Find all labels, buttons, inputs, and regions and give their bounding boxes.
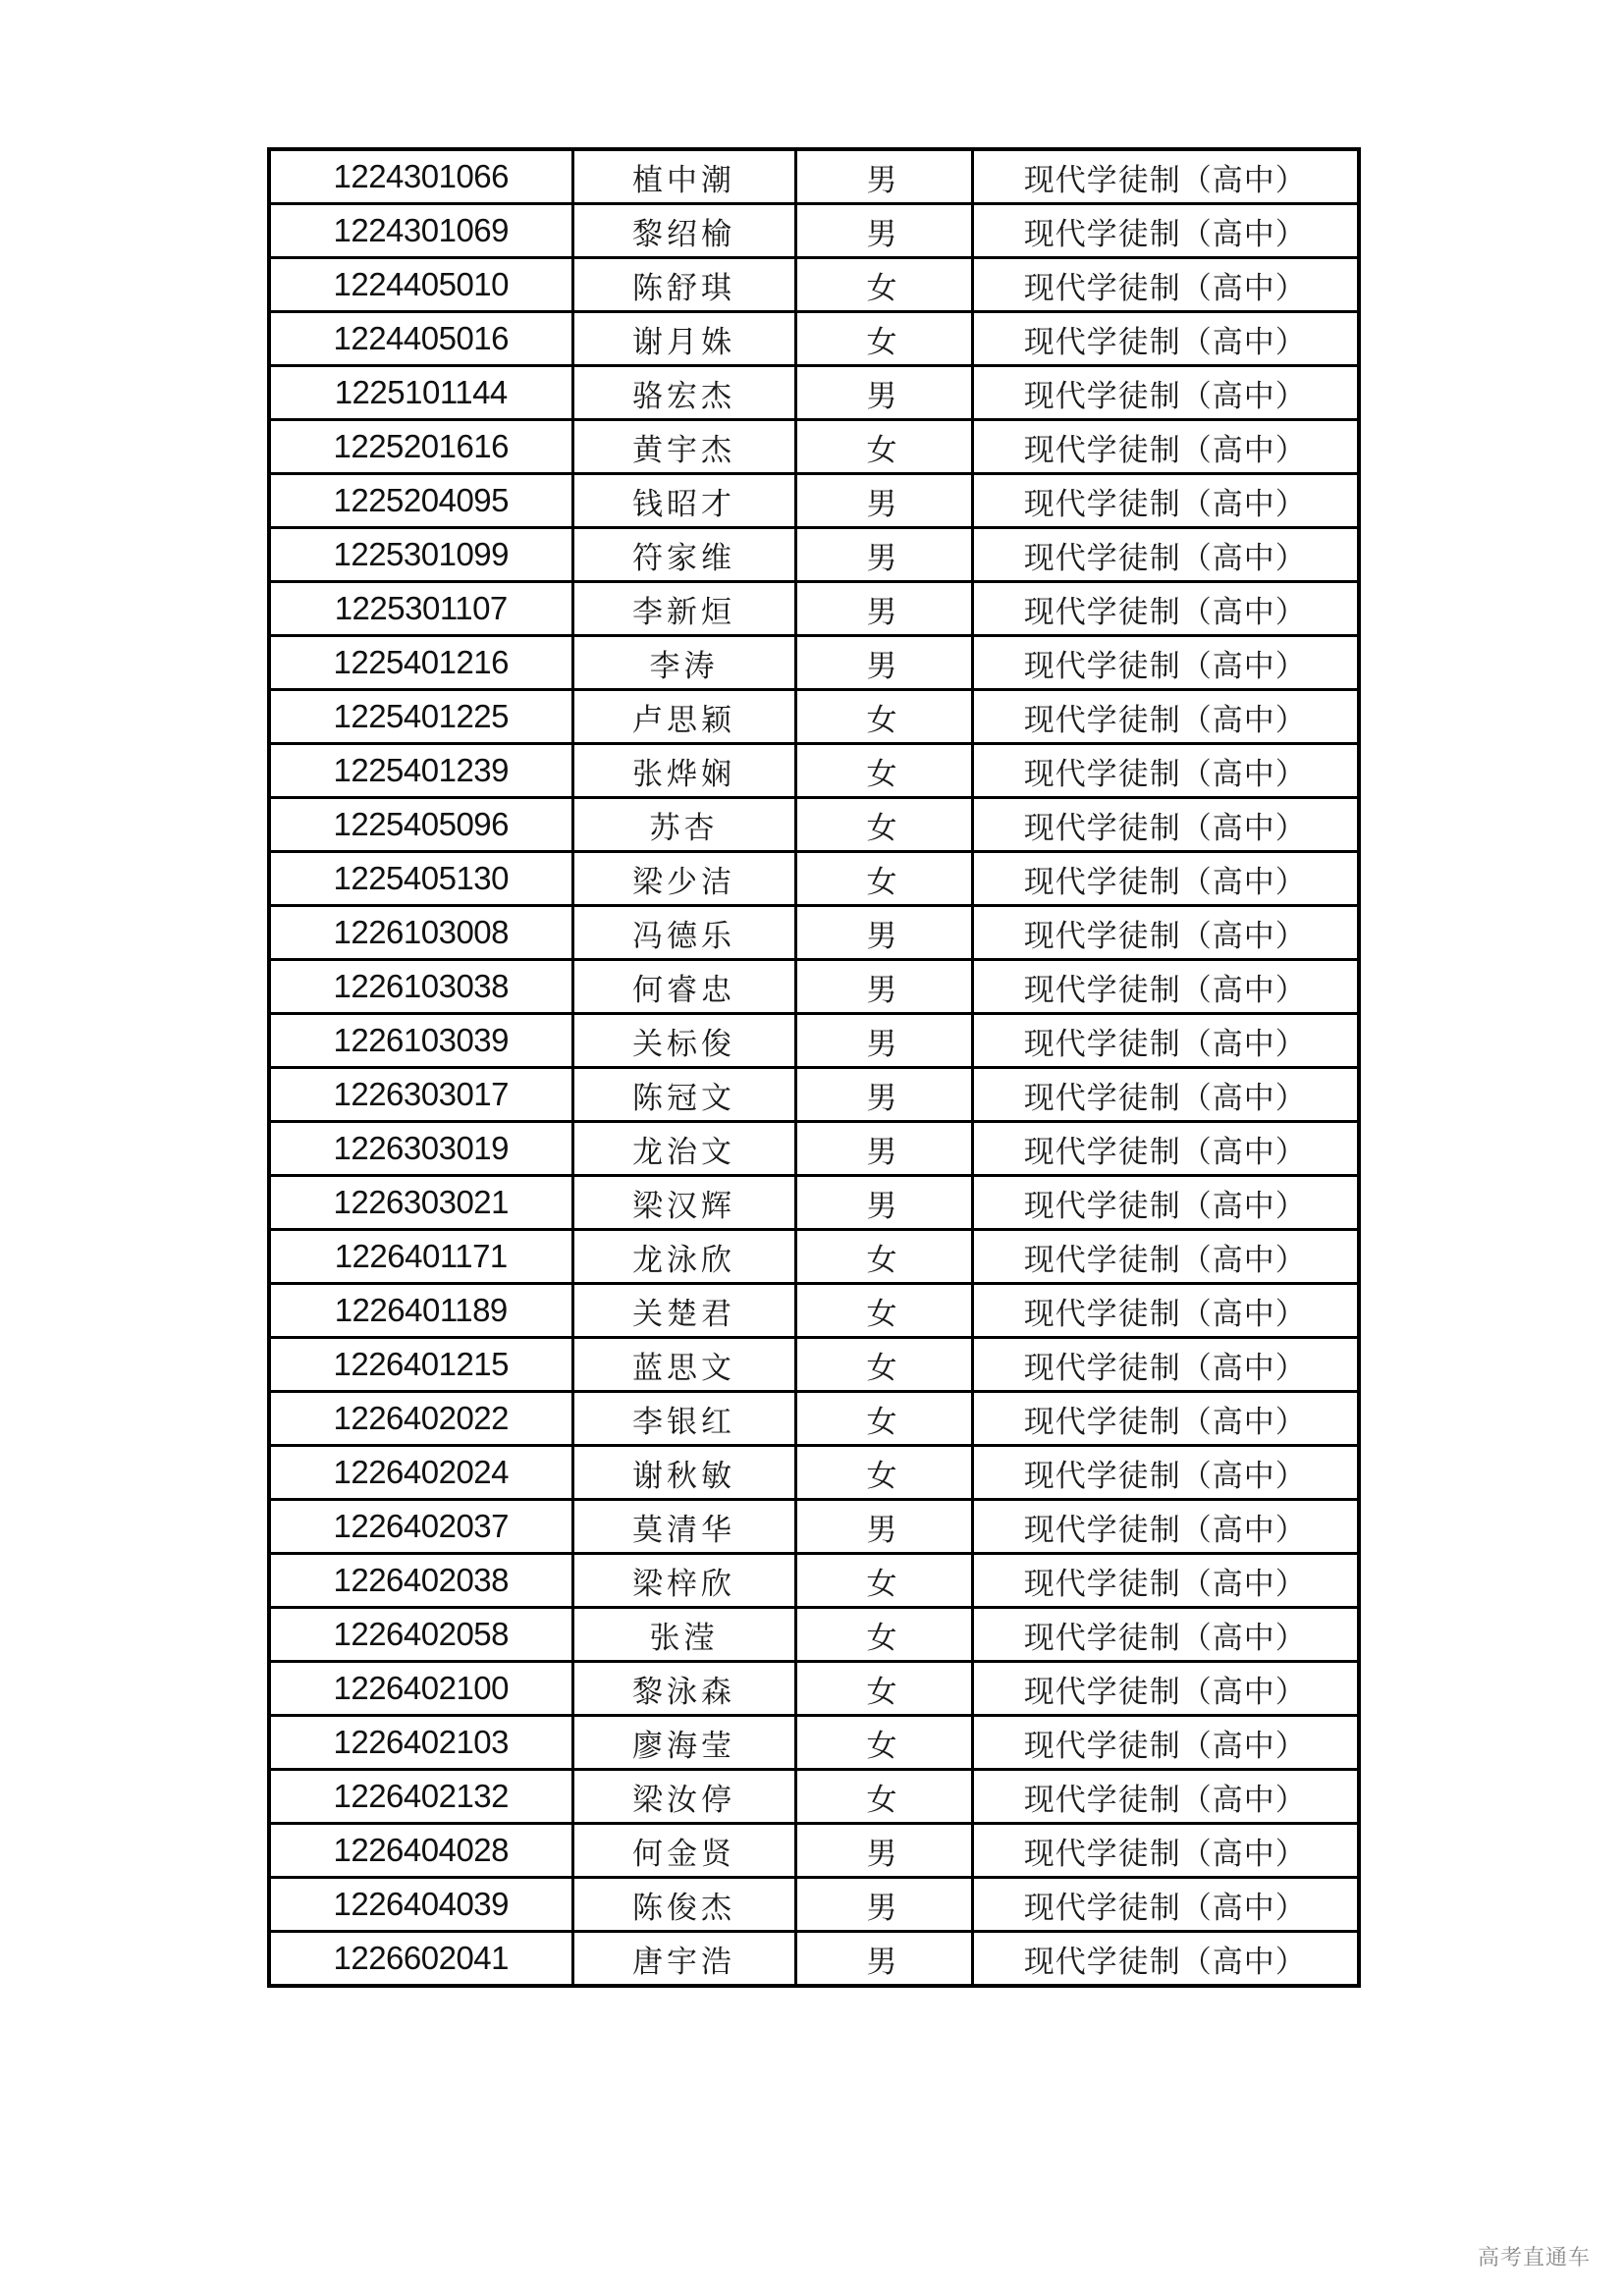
student-name-cell: 张烨娴 — [572, 744, 795, 798]
student-name-cell: 黎泳森 — [572, 1662, 795, 1716]
student-id-cell: 1225401239 — [269, 744, 572, 798]
gender-cell: 男 — [795, 636, 972, 690]
student-name-cell: 张滢 — [572, 1608, 795, 1662]
student-id-cell: 1225405130 — [269, 852, 572, 906]
student-name-cell: 植中潮 — [572, 149, 795, 204]
gender-cell: 男 — [795, 528, 972, 582]
table-row — [269, 1338, 1359, 1392]
gender-cell: 女 — [795, 1446, 972, 1500]
gender-cell: 女 — [795, 1338, 972, 1392]
student-name-cell: 廖海莹 — [572, 1716, 795, 1770]
student-name-cell: 梁少洁 — [572, 852, 795, 906]
program-cell: 现代学徒制（高中） — [972, 366, 1359, 420]
student-id-cell: 1226103038 — [269, 960, 572, 1014]
student-name-cell: 陈冠文 — [572, 1068, 795, 1122]
table-row — [269, 744, 1359, 798]
student-name-cell: 钱昭才 — [572, 474, 795, 528]
gender-cell: 男 — [795, 366, 972, 420]
program-cell: 现代学徒制（高中） — [972, 1932, 1359, 1987]
program-cell: 现代学徒制（高中） — [972, 1716, 1359, 1770]
student-name-cell: 冯德乐 — [572, 906, 795, 960]
table-row — [269, 420, 1359, 474]
table-row — [269, 960, 1359, 1014]
table-row — [269, 798, 1359, 852]
gender-cell: 女 — [795, 1230, 972, 1284]
gender-cell: 女 — [795, 420, 972, 474]
student-name-cell: 李银红 — [572, 1392, 795, 1446]
student-id-cell: 1224405010 — [269, 258, 572, 312]
student-id-cell: 1224405016 — [269, 312, 572, 366]
student-id-cell: 1226103008 — [269, 906, 572, 960]
student-id-cell: 1226103039 — [269, 1014, 572, 1068]
student-id-cell: 1224301069 — [269, 204, 572, 258]
student-id-cell: 1225401225 — [269, 690, 572, 744]
student-name-cell: 卢思颖 — [572, 690, 795, 744]
student-name-cell: 梁汝停 — [572, 1770, 795, 1824]
gender-cell: 女 — [795, 1716, 972, 1770]
program-cell: 现代学徒制（高中） — [972, 690, 1359, 744]
student-name-cell: 龙治文 — [572, 1122, 795, 1176]
table-row — [269, 204, 1359, 258]
gender-cell: 男 — [795, 906, 972, 960]
table-row — [269, 1770, 1359, 1824]
table-row — [269, 1716, 1359, 1770]
student-id-cell: 1226402103 — [269, 1716, 572, 1770]
gender-cell: 男 — [795, 582, 972, 636]
student-id-cell: 1226404039 — [269, 1878, 572, 1932]
program-cell: 现代学徒制（高中） — [972, 420, 1359, 474]
gender-cell: 女 — [795, 1770, 972, 1824]
table-row — [269, 474, 1359, 528]
table-row — [269, 528, 1359, 582]
student-id-cell: 1226303021 — [269, 1176, 572, 1230]
program-cell: 现代学徒制（高中） — [972, 1176, 1359, 1230]
student-id-cell: 1225301099 — [269, 528, 572, 582]
student-name-cell: 关楚君 — [572, 1284, 795, 1338]
student-id-cell: 1224301066 — [269, 149, 572, 204]
gender-cell: 男 — [795, 149, 972, 204]
student-id-cell: 1226402038 — [269, 1554, 572, 1608]
table-row — [269, 258, 1359, 312]
gender-cell: 女 — [795, 1284, 972, 1338]
student-name-cell: 谢月姝 — [572, 312, 795, 366]
student-id-cell: 1225405096 — [269, 798, 572, 852]
program-cell: 现代学徒制（高中） — [972, 1608, 1359, 1662]
table-row — [269, 1878, 1359, 1932]
student-id-cell: 1226401171 — [269, 1230, 572, 1284]
gender-cell: 男 — [795, 474, 972, 528]
program-cell: 现代学徒制（高中） — [972, 1230, 1359, 1284]
student-name-cell: 黎绍榆 — [572, 204, 795, 258]
table-row — [269, 149, 1359, 204]
table-row — [269, 1500, 1359, 1554]
student-name-cell: 关标俊 — [572, 1014, 795, 1068]
program-cell: 现代学徒制（高中） — [972, 1446, 1359, 1500]
student-roster-table — [267, 147, 1361, 1988]
table-row — [269, 906, 1359, 960]
program-cell: 现代学徒制（高中） — [972, 960, 1359, 1014]
student-name-cell: 苏杏 — [572, 798, 795, 852]
table-row — [269, 1392, 1359, 1446]
student-name-cell: 龙泳欣 — [572, 1230, 795, 1284]
program-cell: 现代学徒制（高中） — [972, 1392, 1359, 1446]
student-name-cell: 梁梓欣 — [572, 1554, 795, 1608]
program-cell: 现代学徒制（高中） — [972, 1122, 1359, 1176]
student-id-cell: 1226402037 — [269, 1500, 572, 1554]
gender-cell: 男 — [795, 1500, 972, 1554]
student-name-cell: 符家维 — [572, 528, 795, 582]
gender-cell: 男 — [795, 960, 972, 1014]
student-id-cell: 1225204095 — [269, 474, 572, 528]
program-cell: 现代学徒制（高中） — [972, 312, 1359, 366]
student-name-cell: 梁汉辉 — [572, 1176, 795, 1230]
gender-cell: 女 — [795, 744, 972, 798]
gender-cell: 男 — [795, 1122, 972, 1176]
program-cell: 现代学徒制（高中） — [972, 582, 1359, 636]
program-cell: 现代学徒制（高中） — [972, 1284, 1359, 1338]
program-cell: 现代学徒制（高中） — [972, 1662, 1359, 1716]
program-cell: 现代学徒制（高中） — [972, 744, 1359, 798]
program-cell: 现代学徒制（高中） — [972, 1770, 1359, 1824]
program-cell: 现代学徒制（高中） — [972, 906, 1359, 960]
table-row — [269, 1662, 1359, 1716]
student-name-cell: 蓝思文 — [572, 1338, 795, 1392]
gender-cell: 男 — [795, 1014, 972, 1068]
student-name-cell: 莫清华 — [572, 1500, 795, 1554]
program-cell: 现代学徒制（高中） — [972, 1068, 1359, 1122]
student-name-cell: 唐宇浩 — [572, 1932, 795, 1987]
student-id-cell: 1225401216 — [269, 636, 572, 690]
gender-cell: 男 — [795, 1068, 972, 1122]
program-cell: 现代学徒制（高中） — [972, 1338, 1359, 1392]
student-id-cell: 1226602041 — [269, 1932, 572, 1987]
student-name-cell: 黄宇杰 — [572, 420, 795, 474]
student-id-cell: 1225301107 — [269, 582, 572, 636]
table-row — [269, 1554, 1359, 1608]
table-row — [269, 1824, 1359, 1878]
gender-cell: 女 — [795, 258, 972, 312]
student-id-cell: 1226404028 — [269, 1824, 572, 1878]
gender-cell: 女 — [795, 1554, 972, 1608]
gender-cell: 女 — [795, 1662, 972, 1716]
gender-cell: 男 — [795, 204, 972, 258]
student-name-cell: 谢秋敏 — [572, 1446, 795, 1500]
student-id-cell: 1226303019 — [269, 1122, 572, 1176]
student-name-cell: 陈俊杰 — [572, 1878, 795, 1932]
student-id-cell: 1225201616 — [269, 420, 572, 474]
table-row — [269, 1068, 1359, 1122]
student-name-cell: 何金贤 — [572, 1824, 795, 1878]
program-cell: 现代学徒制（高中） — [972, 798, 1359, 852]
student-name-cell: 李新烜 — [572, 582, 795, 636]
student-id-cell: 1226402022 — [269, 1392, 572, 1446]
program-cell: 现代学徒制（高中） — [972, 1824, 1359, 1878]
table-row — [269, 1446, 1359, 1500]
student-id-cell: 1226303017 — [269, 1068, 572, 1122]
program-cell: 现代学徒制（高中） — [972, 204, 1359, 258]
watermark-text: 高考直通车 — [1478, 2246, 1592, 2270]
gender-cell: 男 — [795, 1824, 972, 1878]
gender-cell: 男 — [795, 1176, 972, 1230]
table-row — [269, 1176, 1359, 1230]
program-cell: 现代学徒制（高中） — [972, 528, 1359, 582]
student-id-cell: 1225101144 — [269, 366, 572, 420]
gender-cell: 女 — [795, 312, 972, 366]
student-name-cell: 何睿忠 — [572, 960, 795, 1014]
program-cell: 现代学徒制（高中） — [972, 149, 1359, 204]
table-row — [269, 1122, 1359, 1176]
student-id-cell: 1226402058 — [269, 1608, 572, 1662]
gender-cell: 女 — [795, 852, 972, 906]
gender-cell: 女 — [795, 1392, 972, 1446]
student-name-cell: 陈舒琪 — [572, 258, 795, 312]
gender-cell: 女 — [795, 798, 972, 852]
student-id-cell: 1226402024 — [269, 1446, 572, 1500]
table-row — [269, 852, 1359, 906]
gender-cell: 女 — [795, 690, 972, 744]
table-row — [269, 582, 1359, 636]
program-cell: 现代学徒制（高中） — [972, 1878, 1359, 1932]
student-id-cell: 1226402132 — [269, 1770, 572, 1824]
table-row — [269, 1014, 1359, 1068]
table-row — [269, 1608, 1359, 1662]
table-row — [269, 636, 1359, 690]
program-cell: 现代学徒制（高中） — [972, 852, 1359, 906]
gender-cell: 女 — [795, 1608, 972, 1662]
roster-body — [269, 149, 1359, 1986]
student-id-cell: 1226402100 — [269, 1662, 572, 1716]
program-cell: 现代学徒制（高中） — [972, 1554, 1359, 1608]
program-cell: 现代学徒制（高中） — [972, 474, 1359, 528]
table-row — [269, 1284, 1359, 1338]
student-id-cell: 1226401189 — [269, 1284, 572, 1338]
student-id-cell: 1226401215 — [269, 1338, 572, 1392]
table-row — [269, 690, 1359, 744]
table-row — [269, 366, 1359, 420]
table-row — [269, 1230, 1359, 1284]
program-cell: 现代学徒制（高中） — [972, 1500, 1359, 1554]
gender-cell: 男 — [795, 1878, 972, 1932]
program-cell: 现代学徒制（高中） — [972, 258, 1359, 312]
table-row — [269, 1932, 1359, 1987]
student-name-cell: 骆宏杰 — [572, 366, 795, 420]
program-cell: 现代学徒制（高中） — [972, 1014, 1359, 1068]
student-name-cell: 李涛 — [572, 636, 795, 690]
program-cell: 现代学徒制（高中） — [972, 636, 1359, 690]
table-row — [269, 312, 1359, 366]
gender-cell: 男 — [795, 1932, 972, 1987]
